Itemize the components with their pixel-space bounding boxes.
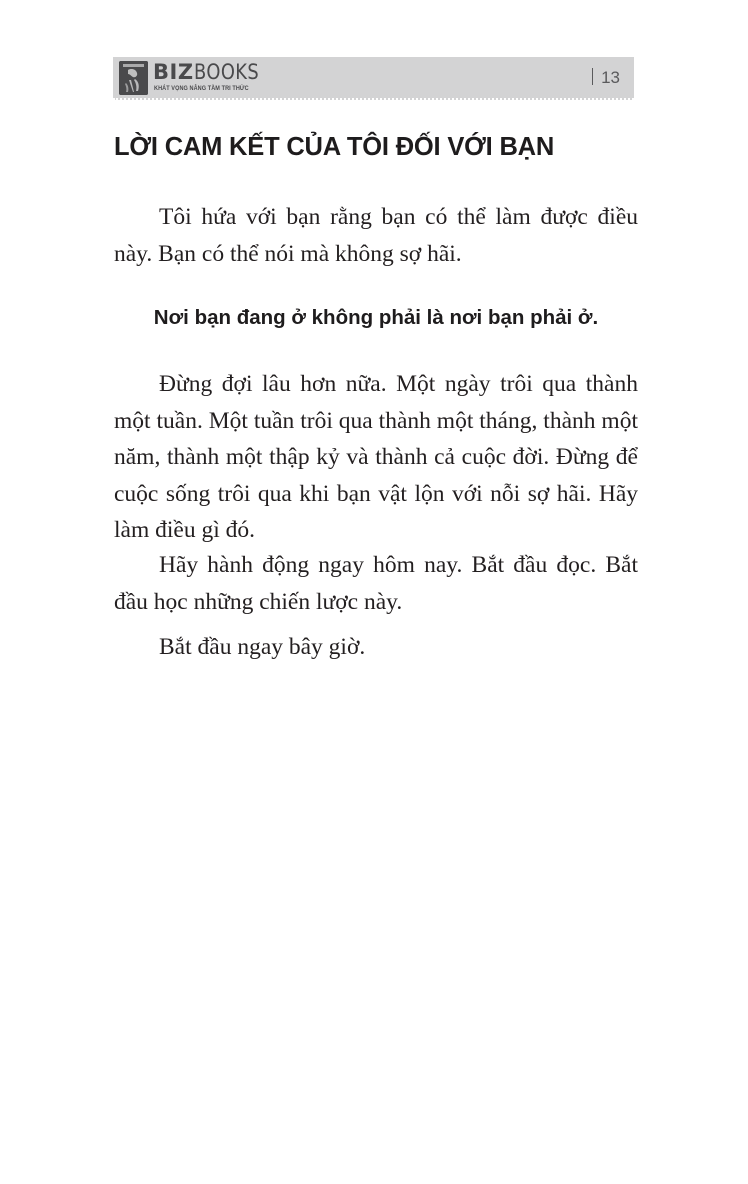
chapter-title: LỜI CAM KẾT CỦA TÔI ĐỐI VỚI BẠN [114, 133, 555, 161]
brand-tagline: KHÁT VỌNG NÂNG TẦM TRI THỨC [154, 85, 249, 92]
paragraph-dont-wait: Đừng đợi lâu hơn nữa. Một ngày trôi qua thành một tuần. Một tuần trôi qua thành một tháng, thành một năm, thành một thập kỷ và thành cả cuộc đời. Đừng để cuộc sống trôi qua khi bạn vật lộn với nỗi sợ hãi. Hãy làm điều gì đó. [114, 371, 638, 543]
brand-wordmark [153, 60, 270, 84]
paragraph-promise: Tôi hứa với bạn rằng bạn có thể làm được điều này. Bạn có thể nói mà không sợ hãi. [114, 204, 638, 267]
bizbooks-logo-icon [119, 61, 148, 95]
page-number-value: 13 [601, 68, 620, 87]
brand-bold: BIZ [153, 60, 194, 84]
running-header [113, 57, 634, 100]
callout-quote: Nơi bạn đang ở không phải là nơi bạn phải ở. [153, 306, 599, 329]
brand-light: BOOKS [193, 60, 259, 84]
separator-bar [592, 68, 594, 85]
page-number [592, 68, 620, 88]
paragraph-act-today: Hãy hành động ngay hôm nay. Bắt đầu đọc. Bắt đầu học những chiến lược này. [114, 552, 638, 615]
paragraph-start-now: Bắt đầu ngay bây giờ. [159, 634, 366, 660]
